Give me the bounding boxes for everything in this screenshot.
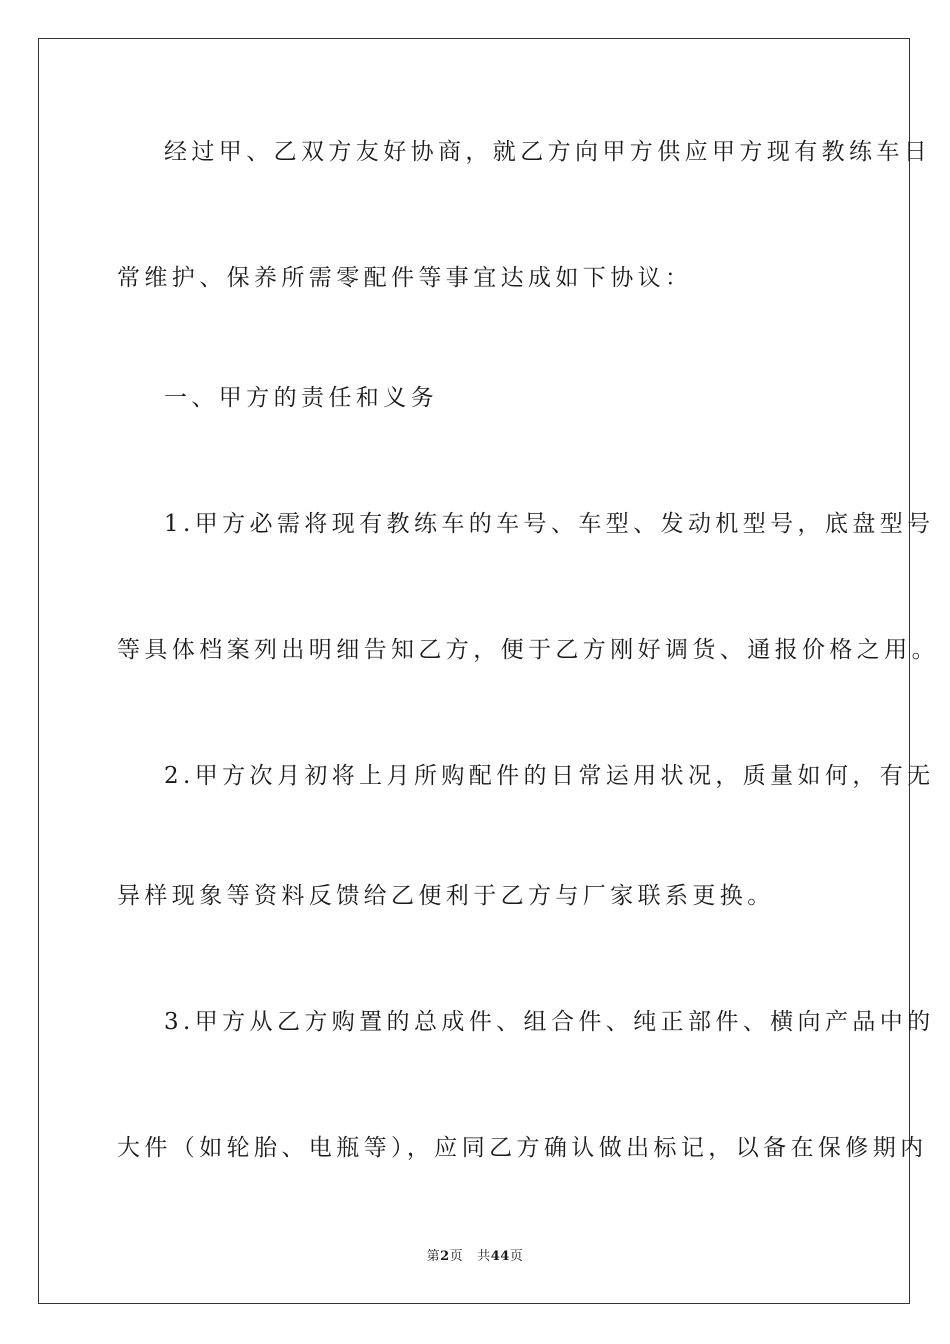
clause-2-line-2: 异样现象等资料反馈给乙便利于乙方与厂家联系更换。 <box>117 883 775 909</box>
paragraph-intro-line-2: 常维护、保养所需零配件等事宜达成如下协议： <box>117 265 693 291</box>
current-page-number: 2 <box>440 1249 450 1264</box>
clause-1-line-1: 1.甲方必需将现有教练车的车号、车型、发动机型号，底盘型号 <box>164 511 935 537</box>
page-footer <box>0 1249 950 1265</box>
total-page-count: 44 <box>490 1249 510 1264</box>
clause-1-line-2: 等具体档案列出明细告知乙方，便于乙方刚好调货、通报价格之用。 <box>117 637 939 663</box>
total-prefix: 共 <box>477 1249 491 1264</box>
clause-2-line-1: 2.甲方次月初将上月所购配件的日常运用状况，质量如何，有无 <box>164 763 935 789</box>
total-suffix: 页 <box>509 1249 524 1264</box>
clause-3-line-1: 3.甲方从乙方购置的总成件、组合件、纯正部件、横向产品中的 <box>164 1009 935 1035</box>
section-heading-party-a: 一、甲方的责任和义务 <box>164 385 438 411</box>
page-suffix: 页 <box>449 1249 464 1264</box>
clause-3-line-2: 大件（如轮胎、电瓶等），应同乙方确认做出标记，以备在保修期内 <box>117 1135 928 1161</box>
page-prefix: 第 <box>426 1249 441 1264</box>
paragraph-intro-line-1: 经过甲、乙双方友好协商，就乙方向甲方供应甲方现有教练车日 <box>164 139 932 165</box>
page-border <box>38 38 939 1304</box>
